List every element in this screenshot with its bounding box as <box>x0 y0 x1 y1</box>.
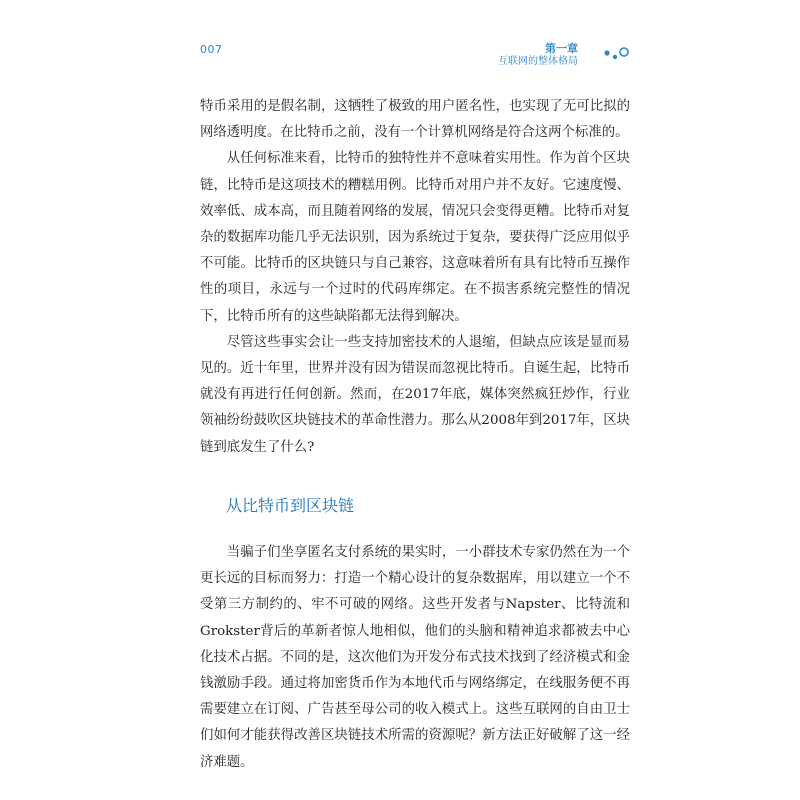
chapter-subtitle: 互联网的整体格局 <box>498 56 578 67</box>
section-heading: 从比特币到区块链 <box>226 496 355 515</box>
paragraph-continued: 特币采用的是假名制，这牺牲了极致的用户匿名性，也实现了无可比拟的网络透明度。在比特币之前，没有一个计算机网络是符合这两个标准的。 <box>200 99 630 141</box>
body-text-top <box>200 94 630 461</box>
dots-ornament-icon <box>602 44 632 64</box>
paragraph: 尽管这些事实会让一些支持加密技术的人退缩，但缺点应该是显而易见的。近十年里，世界并没有因为错误而忽视比特币。自诞生起，比特币就没有再进行任何创新。然而，在2017年底，媒体突然疯狂炒作，行业领袖纷纷鼓吹区块链技术的革命性潜力。那么从2008年到2017年，区块链到底发生了什么? <box>200 334 630 455</box>
running-header <box>498 42 578 68</box>
chapter-title: 第一章 <box>545 42 578 55</box>
page-number: 007 <box>200 43 223 56</box>
paragraph: 从任何标准来看，比特币的独特性并不意味着实用性。作为首个区块链，比特币是这项技术的糟糕用例。比特币对用户并不友好。它速度慢、效率低、成本高，而且随着网络的发展，情况只会变得更糟。比特币对复杂的数据库功能几乎无法识别，因为系统过于复杂，要获得广泛应用似乎不可能。比特币的区块链只与自己兼容，这意味着所有具有比特币互操作性的项目，永远与一个过时的代码库绑定。在不损害系统完整性的情况下，比特币所有的这些缺陷都无法得到解决。 <box>200 151 630 324</box>
paragraph: 当骗子们坐享匿名支付系统的果实时，一小群技术专家仍然在为一个更长远的目标而努力：打造一个精心设计的复杂数据库，用以建立一个不受第三方制约的、牢不可破的网络。这些开发者与Napster、比特流和Grokster背后的革新者惊人地相似，他们的头脑和精神追求都被去中心化技术占据。不同的是，这次他们为开发分布式技术找到了经济模式和金钱激励手段。通过将加密货币作为本地代币与网络绑定，在线服务便不再需要建立在订阅、广告甚至母公司的收入模式上。这些互联网的自由卫士们如何才能获得改善区块链技术所需的资源呢？新方法正好破解了这一经济难题。 <box>200 545 630 770</box>
body-text-section <box>200 540 630 776</box>
